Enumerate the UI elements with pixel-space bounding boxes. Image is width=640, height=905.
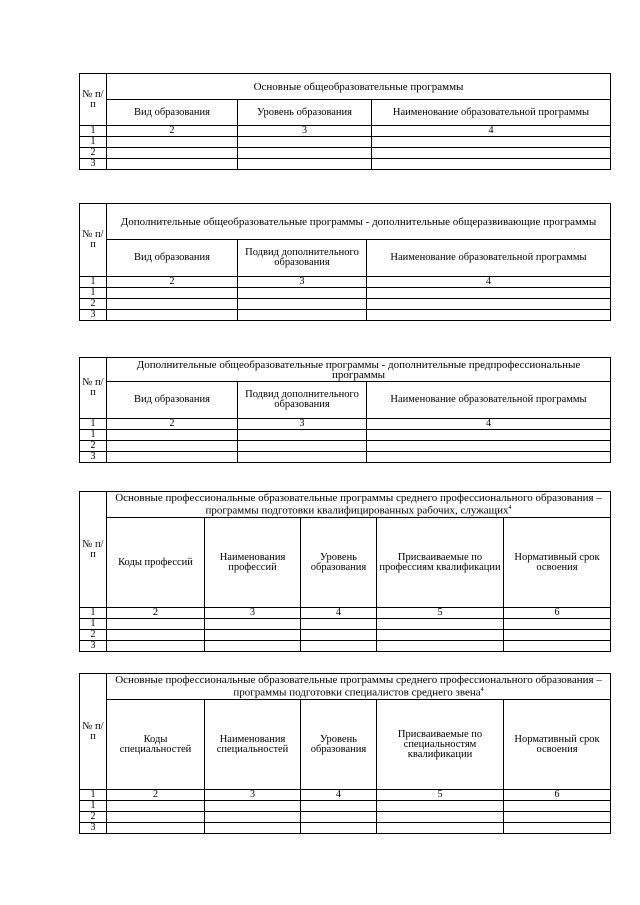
column-header: Вид образования bbox=[107, 382, 238, 419]
table-cell bbox=[372, 148, 611, 159]
table-cell bbox=[238, 159, 372, 170]
table-cell bbox=[107, 452, 238, 463]
table-general-programs bbox=[79, 73, 611, 170]
row-number: 2 bbox=[80, 441, 107, 452]
row-number: 1 bbox=[80, 619, 107, 630]
index-cell: 1 bbox=[80, 277, 107, 288]
table-qualified-workers-programs bbox=[79, 491, 611, 652]
table-cell bbox=[107, 148, 238, 159]
table-cell bbox=[372, 137, 611, 148]
table-cell bbox=[238, 441, 367, 452]
index-cell: 2 bbox=[107, 419, 238, 430]
column-header: Уровень образования bbox=[301, 518, 377, 608]
row-number: 1 bbox=[80, 430, 107, 441]
table-title: Основные общеобразовательные программы bbox=[107, 74, 611, 100]
table-cell bbox=[205, 630, 301, 641]
row-number: 2 bbox=[80, 148, 107, 159]
column-header: Вид образования bbox=[107, 100, 238, 126]
index-cell: 4 bbox=[367, 277, 611, 288]
table-cell bbox=[377, 823, 504, 834]
num-header: № п/п bbox=[80, 674, 107, 790]
table-cell bbox=[377, 641, 504, 652]
column-header: Вид образования bbox=[107, 240, 238, 277]
column-header: Коды специальностей bbox=[107, 700, 205, 790]
row-number: 1 bbox=[80, 288, 107, 299]
table-cell bbox=[238, 299, 367, 310]
table-cell bbox=[107, 630, 205, 641]
column-header: Наименования специальностей bbox=[205, 700, 301, 790]
table-cell bbox=[238, 137, 372, 148]
table-cell bbox=[107, 159, 238, 170]
column-header: Присваиваемые по профессиям квалификации bbox=[377, 518, 504, 608]
table-cell bbox=[107, 641, 205, 652]
index-cell: 3 bbox=[238, 419, 367, 430]
table-cell bbox=[367, 288, 611, 299]
column-header: Присваиваемые по специальностям квалификации bbox=[377, 700, 504, 790]
table-cell bbox=[504, 812, 611, 823]
table-cell bbox=[107, 823, 205, 834]
row-number: 3 bbox=[80, 452, 107, 463]
table-cell bbox=[107, 430, 238, 441]
index-cell: 2 bbox=[107, 790, 205, 801]
table-title: Основные профессиональные образовательные программы среднего профессионального образования – программы подготовки квалифицированных рабочих, служащих 4 bbox=[107, 492, 611, 518]
row-number: 3 bbox=[80, 823, 107, 834]
column-header: Коды профессий bbox=[107, 518, 205, 608]
table-cell bbox=[238, 430, 367, 441]
index-cell: 4 bbox=[367, 419, 611, 430]
table-mid-level-specialists-programs bbox=[79, 673, 611, 834]
row-number: 3 bbox=[80, 641, 107, 652]
column-header: Уровень образования bbox=[301, 700, 377, 790]
index-cell: 3 bbox=[238, 277, 367, 288]
column-header: Подвид дополнительного образования bbox=[238, 382, 367, 419]
table-cell bbox=[301, 823, 377, 834]
row-number: 1 bbox=[80, 801, 107, 812]
index-cell: 2 bbox=[107, 126, 238, 137]
table-cell bbox=[377, 801, 504, 812]
index-cell: 5 bbox=[377, 608, 504, 619]
table-cell bbox=[504, 823, 611, 834]
column-header: Наименование образовательной программы bbox=[367, 240, 611, 277]
table-cell bbox=[205, 801, 301, 812]
column-header: Нормативный срок освоения bbox=[504, 700, 611, 790]
row-number: 2 bbox=[80, 630, 107, 641]
column-header: Наименование образовательной программы bbox=[367, 382, 611, 419]
table-preprofessional-programs bbox=[79, 357, 611, 463]
num-header: № п/п bbox=[80, 74, 107, 126]
index-cell: 5 bbox=[377, 790, 504, 801]
index-cell: 6 bbox=[504, 608, 611, 619]
table-cell bbox=[107, 288, 238, 299]
num-header: № п/п bbox=[80, 204, 107, 277]
table-title: Дополнительные общеобразовательные программы - дополнительные предпрофессиональные программы bbox=[107, 358, 611, 382]
row-number: 3 bbox=[80, 310, 107, 321]
table-cell bbox=[107, 299, 238, 310]
table-cell bbox=[205, 812, 301, 823]
column-header: Подвид дополнительного образования bbox=[238, 240, 367, 277]
num-header: № п/п bbox=[80, 358, 107, 419]
table-cell bbox=[301, 812, 377, 823]
table-cell bbox=[238, 148, 372, 159]
table-cell bbox=[504, 619, 611, 630]
index-cell: 1 bbox=[80, 419, 107, 430]
column-header: Наименования профессий bbox=[205, 518, 301, 608]
column-header: Нормативный срок освоения bbox=[504, 518, 611, 608]
table-cell bbox=[107, 137, 238, 148]
num-header: № п/п bbox=[80, 492, 107, 608]
index-cell: 1 bbox=[80, 790, 107, 801]
table-cell bbox=[301, 619, 377, 630]
table-title: Дополнительные общеобразовательные программы - дополнительные общеразвивающие программы bbox=[107, 204, 611, 240]
table-cell bbox=[238, 288, 367, 299]
table-cell bbox=[504, 630, 611, 641]
table-cell bbox=[107, 812, 205, 823]
table-general-developing-programs bbox=[79, 203, 611, 321]
table-cell bbox=[301, 801, 377, 812]
table-cell bbox=[238, 310, 367, 321]
index-cell: 3 bbox=[205, 608, 301, 619]
index-cell: 1 bbox=[80, 126, 107, 137]
table-cell bbox=[107, 310, 238, 321]
table-cell bbox=[107, 441, 238, 452]
table-cell bbox=[504, 641, 611, 652]
index-cell: 6 bbox=[504, 790, 611, 801]
table-cell bbox=[367, 452, 611, 463]
index-cell: 3 bbox=[205, 790, 301, 801]
index-cell: 4 bbox=[372, 126, 611, 137]
row-number: 2 bbox=[80, 812, 107, 823]
table-cell bbox=[107, 619, 205, 630]
index-cell: 2 bbox=[107, 277, 238, 288]
table-cell bbox=[301, 630, 377, 641]
table-cell bbox=[205, 641, 301, 652]
table-title: Основные профессиональные образовательные программы среднего профессионального образования – программы подготовки специалистов среднего звена 4 bbox=[107, 674, 611, 700]
table-cell bbox=[377, 619, 504, 630]
table-cell bbox=[377, 812, 504, 823]
index-cell: 4 bbox=[301, 790, 377, 801]
table-cell bbox=[107, 801, 205, 812]
row-number: 2 bbox=[80, 299, 107, 310]
table-cell bbox=[367, 430, 611, 441]
table-cell bbox=[504, 801, 611, 812]
index-cell: 2 bbox=[107, 608, 205, 619]
row-number: 1 bbox=[80, 137, 107, 148]
index-cell: 4 bbox=[301, 608, 377, 619]
column-header: Наименование образовательной программы bbox=[372, 100, 611, 126]
index-cell: 1 bbox=[80, 608, 107, 619]
table-cell bbox=[367, 310, 611, 321]
column-header: Уровень образования bbox=[238, 100, 372, 126]
table-cell bbox=[367, 299, 611, 310]
table-cell bbox=[205, 823, 301, 834]
index-cell: 3 bbox=[238, 126, 372, 137]
table-cell bbox=[372, 159, 611, 170]
table-cell bbox=[205, 619, 301, 630]
table-cell bbox=[238, 452, 367, 463]
table-cell bbox=[301, 641, 377, 652]
table-cell bbox=[367, 441, 611, 452]
row-number: 3 bbox=[80, 159, 107, 170]
table-cell bbox=[377, 630, 504, 641]
